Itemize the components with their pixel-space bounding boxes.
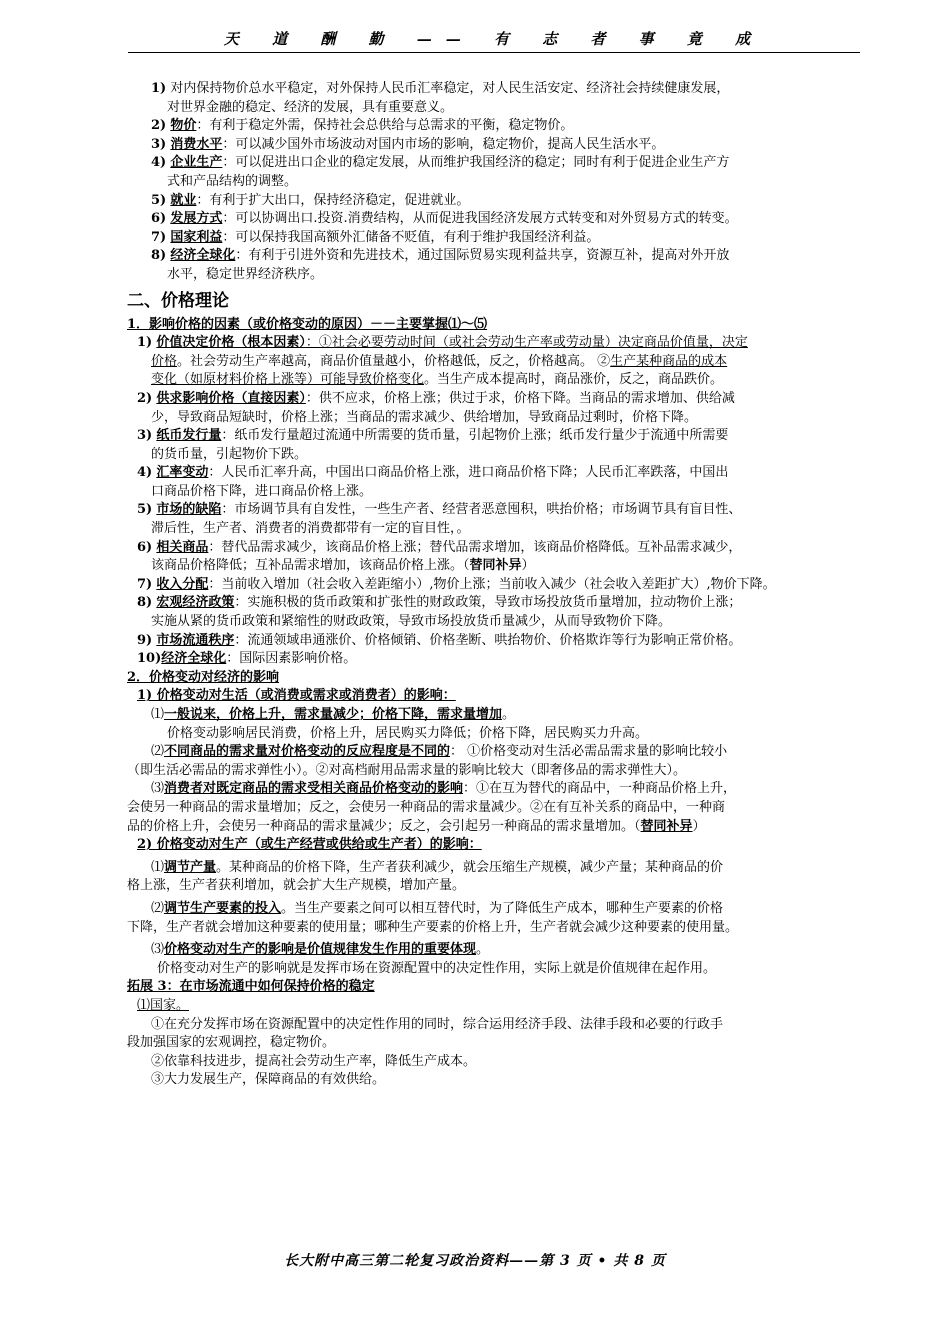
impact-point: ⑴一般说来，价格上升，需求量减少；价格下降，需求量增加。 — [151, 707, 516, 722]
header-rule — [128, 52, 860, 53]
factor-item-cont: 实施从紧的货币政策和紧缩性的财政政策，导致市场投放货币量减少，从而导致物价下降。 — [151, 614, 672, 630]
factor-item: 9) 市场流通秩序：流通领域串通涨价、价格倾销、价格垄断、哄抬物价、价格欺诈等行为影响正常价格。 — [137, 632, 742, 648]
page-content — [127, 80, 862, 1090]
factor-item-cont: 少，导致商品短缺时，价格上涨；当商品的需求减少、供给增加，导致商品过剩时，价格下降。 — [151, 409, 698, 425]
extension-point: ②依靠科技进步，提高社会劳动生产率，降低生产成本。 — [151, 1053, 477, 1069]
extension-heading: 拓展 3：在市场流通中如何保持价格的稳定 — [127, 979, 375, 995]
page-header: 天 道 酬 勤 —— 有 志 者 事 竟 成 — [223, 30, 765, 48]
factor-item: 2) 供求影响价格（直接因素）：供不应求，价格上涨；供过于求，价格下降。当商品的需求增加、供给减 — [137, 390, 735, 406]
extension-sub: ⑴国家。 — [137, 997, 190, 1013]
impact-point-cont: 格上涨，生产者获利增加，就会扩大生产规模，增加产量。 — [127, 878, 466, 894]
impact-point-cont: （即生活必需品的需求弹性小）。②对高档耐用品需求量的影响比较大（即奢侈品的需求弹性大）。 — [127, 762, 687, 778]
impact-point-cont: 价格变动对生产的影响就是发挥市场在资源配置中的决定性作用，实际上就是价值规律在起作用。 — [157, 960, 717, 976]
impact-heading-life: 1) 价格变动对生活（或消费或需求或消费者）的影响： — [137, 688, 456, 704]
list-item-cont: 对世界金融的稳定、经济的发展，具有重要意义。 — [167, 99, 454, 115]
impact-point: ⑶价格变动对生产的影响是价值规律发生作用的重要体现。 — [151, 942, 490, 958]
factor-item: 4) 汇率变动：人民币汇率升高，中国出口商品价格上涨，进口商品价格下降；人民币汇率跌落，中国出 — [137, 465, 729, 481]
impact-point-cont: 会使另一种商品的需求量增加；反之，会使另一种商品的需求量减少。②在有互补关系的商品中，一种商 — [127, 799, 726, 815]
impact-point: ⑶消费者对既定商品的需求受相关商品价格变动的影响：①在互为替代的商品中，一种商品价格上升， — [151, 781, 737, 797]
factor-item-cont: 的货币量，引起物价下跌。 — [151, 446, 308, 462]
list-item: 2) 物价：有利于稳定外需，保持社会总供给与总需求的平衡，稳定物价。 — [151, 118, 574, 134]
factor-item: 3) 纸币发行量：纸币发行量超过流通中所需要的货币量，引起物价上涨；纸币发行量少于流通中所需要 — [137, 428, 729, 444]
factor-item: 6) 相关商品：替代品需求减少，该商品价格上涨；替代品需求增加，该商品价格降低。互补品需求减少， — [137, 539, 742, 555]
factor-item: 8) 宏观经济政策：实施积极的货币政策和扩张性的财政政策，导致市场投放货币量增加，拉动物价上涨； — [137, 595, 742, 611]
list-item: 5) 就业：有利于扩大出口，保持经济稳定，促进就业。 — [151, 192, 470, 208]
list-item-cont: 水平，稳定世界经济秩序。 — [167, 266, 324, 282]
subsection-heading: 2．价格变动对经济的影响 — [127, 669, 280, 685]
factor-item-cont: 价格。社会劳动生产率越高，商品价值量越小，价格越低，反之，价格越高。 ②生产某种商品的成本 — [151, 353, 728, 369]
impact-point-cont: 下降，生产者就会增加这种要素的使用量；哪种生产要素的价格上升，生产者就会减少这种要素的使用量。 — [127, 919, 739, 935]
page-footer: 长大附中高三第二轮复习政治资料——第 3 页 • 共 8 页 — [284, 1253, 666, 1269]
factor-item: 5) 市场的缺陷：市场调节具有自发性，一些生产者、经营者恶意囤积，哄抬价格；市场调节具有盲目性、 — [137, 502, 742, 518]
impact-point: ⑴调节产量。某种商品的价格下降，生产者获利减少，就会压缩生产规模，减少产量；某种商品的价 — [151, 859, 724, 875]
impact-point: ⑵不同商品的需求量对价格变动的反应程度是不同的： ①价格变动对生活必需品需求量的影响比较小 — [151, 744, 728, 760]
factor-item-cont: 该商品价格降低；互补品需求增加，该商品价格上涨。（替同补异） — [151, 558, 535, 574]
section-heading: 二、价格理论 — [127, 290, 229, 311]
extension-point: ③大力发展生产，保障商品的有效供给。 — [151, 1072, 386, 1088]
factor-item-cont: 口商品价格下降，进口商品价格上涨。 — [151, 483, 373, 499]
list-item: 6) 发展方式：可以协调出口.投资.消费结构，从而促进我国经济发展方式转变和对外贸易方式的转变。 — [151, 211, 738, 227]
impact-point-cont: 品的价格上升，会使另一种商品的需求量减少；反之，会引起另一种商品的需求量增加。（替同补异） — [127, 818, 706, 834]
list-item: 7) 国家利益：可以保持我国高额外汇储备不贬值，有利于维护我国经济利益。 — [151, 229, 600, 245]
list-item: 8) 经济全球化：有利于引进外资和先进技术，通过国际贸易实现利益共享，资源互补，提高对外开放 — [151, 248, 730, 264]
impact-heading-production: 2) 价格变动对生产（或生产经营或供给或生产者）的影响： — [137, 837, 482, 853]
impact-point: ⑵调节生产要素的投入。当生产要素之间可以相互替代时，为了降低生产成本，哪种生产要素的价格 — [151, 900, 724, 916]
factor-item-cont: 变化（如原材料价格上涨等）可能导致价格变化。当生产成本提高时，商品涨价，反之，商品跌价。 — [151, 372, 724, 388]
factor-item: 1) 价值决定价格（根本因素）：①社会必要劳动时间（或社会劳动生产率或劳动量）决定商品价值量，决定 — [137, 335, 748, 351]
list-item-cont: 式和产品结构的调整。 — [167, 173, 298, 189]
factor-item: 10)经济全球化：国际因素影响价格。 — [137, 651, 357, 667]
factor-item: 7) 收入分配：当前收入增加（社会收入差距缩小）,物价上涨；当前收入减少（社会收入差距扩大）,物价下降。 — [137, 576, 776, 592]
list-item: 3) 消费水平：可以减少国外市场波动对国内市场的影响，稳定物价，提高人民生活水平。 — [151, 136, 665, 152]
subsection-heading: 1．影响价格的因素（或价格变动的原因）－－主要掌握⑴～⑸ — [127, 316, 488, 332]
list-item: 4) 企业生产：可以促进出口企业的稳定发展，从而维护我国经济的稳定；同时有利于促进企业生产方 — [151, 155, 730, 171]
factor-item-cont: 滞后性，生产者、消费者的消费都带有一定的盲目性，。 — [151, 521, 470, 537]
extension-point-cont: 段加强国家的宏观调控，稳定物价。 — [127, 1035, 336, 1051]
list-item: 1) 对内保持物价总水平稳定，对外保持人民币汇率稳定，对人民生活安定、经济社会持续健康发展， — [151, 81, 730, 96]
impact-point-cont: 价格变动影响居民消费，价格上升，居民购买力降低；价格下降，居民购买力升高。 — [167, 725, 649, 741]
extension-point: ①在充分发挥市场在资源配置中的决定性作用的同时，综合运用经济手段、法律手段和必要的行政手 — [151, 1016, 724, 1032]
